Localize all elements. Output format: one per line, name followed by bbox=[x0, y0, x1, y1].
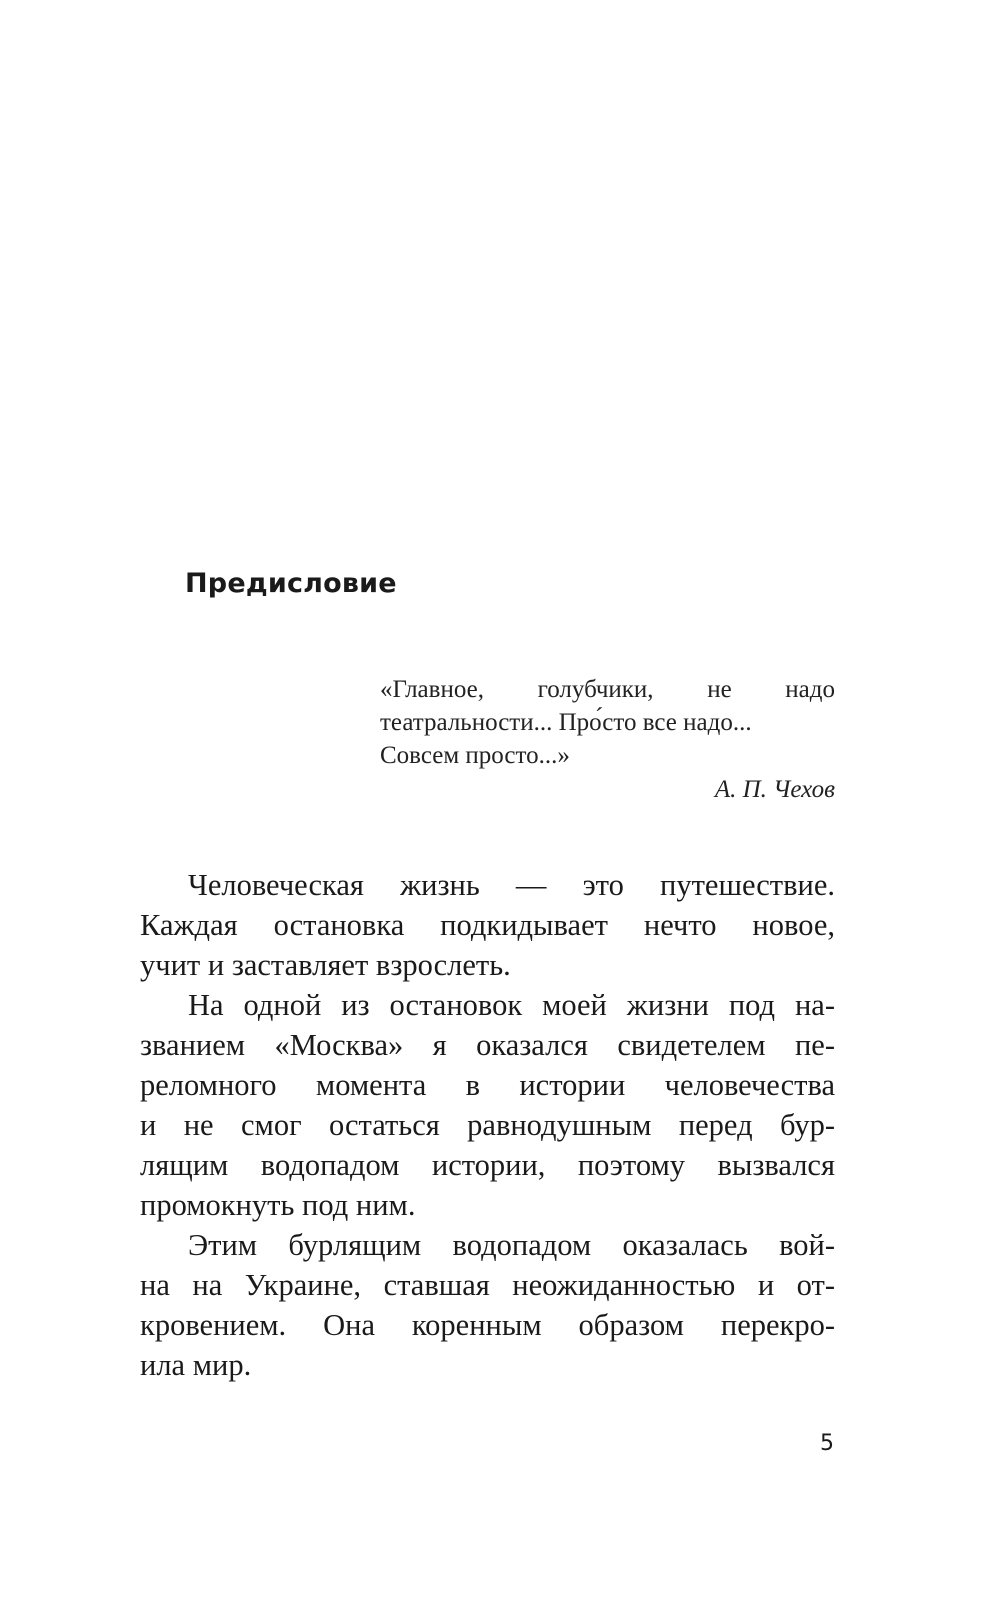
paragraph-1-line: Человеческая жизнь — это путешествие. bbox=[188, 868, 835, 902]
paragraph-3-line: Этим бурлящим водопадом оказалась вой- bbox=[188, 1228, 835, 1262]
epigraph-line: «Главное, голубчики, не надо bbox=[380, 676, 835, 703]
paragraph-2-line: и не смог остаться равнодушным перед бур- bbox=[140, 1108, 835, 1142]
epigraph-line: театральности... Про́сто все надо... bbox=[380, 709, 752, 736]
paragraph-2-line: промокнуть под ним. bbox=[140, 1188, 416, 1222]
paragraph-3-line: на на Украине, ставшая неожиданностью и от- bbox=[140, 1268, 835, 1302]
paragraph-1-line: Каждая остановка подкидывает нечто новое, bbox=[140, 908, 835, 942]
paragraph-2-line: На одной из остановок моей жизни под на- bbox=[188, 988, 835, 1022]
epigraph-line: Совсем просто...» bbox=[380, 742, 570, 769]
paragraph-3-line: ила мир. bbox=[140, 1348, 252, 1382]
paragraph-2-line: лящим водопадом истории, поэтому вызвался bbox=[140, 1148, 835, 1182]
paragraph-2-line: званием «Москва» я оказался свидетелем пе- bbox=[140, 1028, 835, 1062]
epigraph bbox=[380, 673, 835, 806]
epigraph-author: А. П. Чехов bbox=[714, 776, 835, 803]
paragraph-1-line: учит и заставляет взрослеть. bbox=[140, 948, 511, 982]
page-number: 5 bbox=[820, 1431, 834, 1456]
chapter-heading: Предисловие bbox=[185, 568, 397, 599]
paragraph-3-line: кровением. Она коренным образом перекро- bbox=[140, 1308, 835, 1342]
body-text bbox=[140, 865, 835, 1385]
paragraph-2-line: реломного момента в истории человечества bbox=[140, 1068, 835, 1102]
